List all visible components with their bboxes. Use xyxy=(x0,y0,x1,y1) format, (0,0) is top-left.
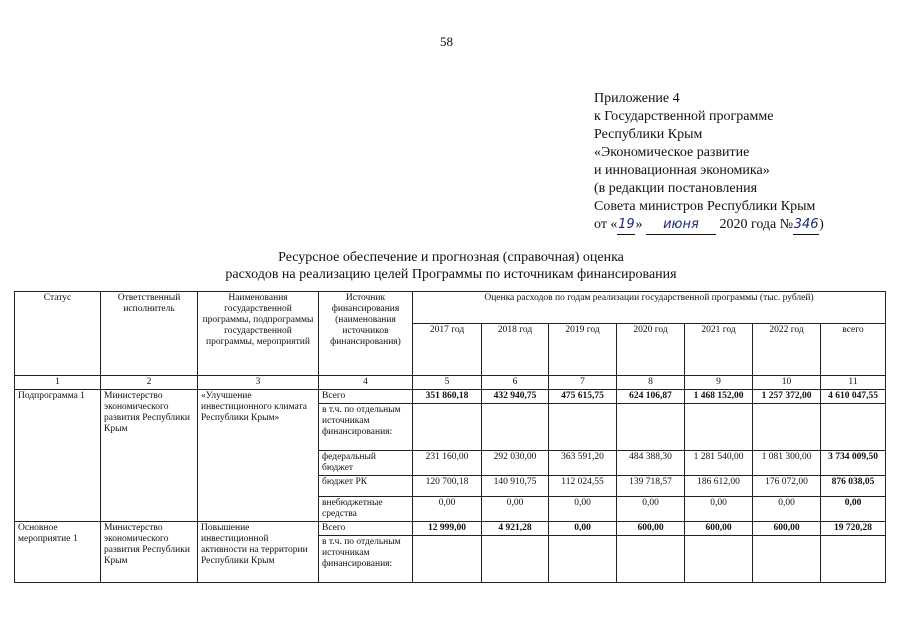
total-cell: 4 610 047,55 xyxy=(821,390,886,404)
status-cell: Основное мероприятие 1 xyxy=(15,522,101,583)
value-cell: 351 860,18 xyxy=(413,390,482,404)
value-cell xyxy=(617,536,685,583)
col-number: 9 xyxy=(685,376,753,390)
col-number: 1 xyxy=(15,376,101,390)
appendix-block xyxy=(594,90,824,235)
total-cell: 3 734 009,50 xyxy=(821,451,886,476)
date-close: ) xyxy=(819,217,824,232)
value-cell xyxy=(482,536,549,583)
page-number: 58 xyxy=(440,34,453,49)
total-cell xyxy=(821,536,886,583)
value-cell: 0,00 xyxy=(413,497,482,522)
value-cell xyxy=(413,404,482,451)
value-cell: 484 388,30 xyxy=(617,451,685,476)
total-cell: 19 720,28 xyxy=(821,522,886,536)
value-cell: 139 718,57 xyxy=(617,476,685,497)
col-number: 11 xyxy=(821,376,886,390)
value-cell: 1 468 152,00 xyxy=(685,390,753,404)
value-cell: 0,00 xyxy=(617,497,685,522)
header-year: 2022 год xyxy=(753,324,821,376)
document-title xyxy=(0,249,902,283)
header-executor: Ответственный исполнитель xyxy=(101,292,198,376)
value-cell: 292 030,00 xyxy=(482,451,549,476)
value-cell xyxy=(413,536,482,583)
value-cell: 475 615,75 xyxy=(549,390,617,404)
date-month: июня xyxy=(646,216,716,235)
executor-cell: Министерство экономического развития Республики Крым xyxy=(101,522,198,583)
appendix-line: Республики Крым xyxy=(594,127,703,142)
date-day: 19 xyxy=(617,216,635,235)
title-line-1: Ресурсное обеспечение и прогнозная (справочная) оценка xyxy=(278,250,624,265)
value-cell: 140 910,75 xyxy=(482,476,549,497)
date-number: 346 xyxy=(793,216,819,235)
value-cell: 600,00 xyxy=(753,522,821,536)
value-cell xyxy=(685,404,753,451)
value-cell: 231 160,00 xyxy=(413,451,482,476)
value-cell: 0,00 xyxy=(753,497,821,522)
header-year: 2018 год xyxy=(482,324,549,376)
appendix-line: и инновационная экономика» xyxy=(594,163,770,178)
header-year: 2021 год xyxy=(685,324,753,376)
appendix-line: Совета министров Республики Крым xyxy=(594,199,816,214)
table-row xyxy=(15,522,886,536)
header-year: 2019 год xyxy=(549,324,617,376)
value-cell: 0,00 xyxy=(685,497,753,522)
value-cell xyxy=(753,536,821,583)
col-number: 8 xyxy=(617,376,685,390)
total-cell: 876 038,05 xyxy=(821,476,886,497)
appendix-line: «Экономическое развитие xyxy=(594,145,750,160)
header-source: Источник финансирования (наименования источников финансирования) xyxy=(319,292,413,376)
source-cell: в т.ч. по отдельным источникам финансирования: xyxy=(319,404,413,451)
source-cell: бюджет РК xyxy=(319,476,413,497)
appendix-line: (в редакции постановления xyxy=(594,181,758,196)
col-number: 10 xyxy=(753,376,821,390)
appendix-line: Приложение 4 xyxy=(594,91,680,106)
total-cell xyxy=(821,404,886,451)
value-cell: 120 700,18 xyxy=(413,476,482,497)
name-cell: «Улучшение инвестиционного климата Республики Крым» xyxy=(198,390,319,522)
title-line-2: расходов на реализацию целей Программы по источникам финансирования xyxy=(225,267,677,282)
value-cell: 4 921,28 xyxy=(482,522,549,536)
value-cell: 0,00 xyxy=(482,497,549,522)
value-cell xyxy=(549,404,617,451)
financing-table xyxy=(14,291,886,583)
total-cell: 0,00 xyxy=(821,497,886,522)
value-cell: 1 281 540,00 xyxy=(685,451,753,476)
value-cell xyxy=(482,404,549,451)
table-row xyxy=(15,390,886,404)
source-cell: Всего xyxy=(319,522,413,536)
source-cell: внебюджетные средства xyxy=(319,497,413,522)
col-number: 4 xyxy=(319,376,413,390)
status-cell: Подпрограмма 1 xyxy=(15,390,101,522)
value-cell: 600,00 xyxy=(617,522,685,536)
source-cell: федеральный бюджет xyxy=(319,451,413,476)
value-cell xyxy=(685,536,753,583)
value-cell: 1 081 300,00 xyxy=(753,451,821,476)
date-mid: » xyxy=(635,217,643,232)
date-year: 2020 года № xyxy=(719,217,794,232)
appendix-line: к Государственной программе xyxy=(594,109,774,124)
name-cell: Повышение инвестиционной активности на территории Республики Крым xyxy=(198,522,319,583)
header-estimate: Оценка расходов по годам реализации государственной программы (тыс. рублей) xyxy=(413,292,886,324)
value-cell: 0,00 xyxy=(549,497,617,522)
value-cell: 176 072,00 xyxy=(753,476,821,497)
executor-cell: Министерство экономического развития Республики Крым xyxy=(101,390,198,522)
value-cell xyxy=(617,404,685,451)
col-number: 3 xyxy=(198,376,319,390)
header-year: 2020 год xyxy=(617,324,685,376)
col-number: 2 xyxy=(101,376,198,390)
header-total: всего xyxy=(821,324,886,376)
value-cell: 12 999,00 xyxy=(413,522,482,536)
appendix-date-line xyxy=(594,216,824,235)
value-cell xyxy=(753,404,821,451)
date-prefix: от « xyxy=(594,217,618,232)
header-status: Статус xyxy=(15,292,101,376)
value-cell: 600,00 xyxy=(685,522,753,536)
col-number: 6 xyxy=(482,376,549,390)
source-cell: в т.ч. по отдельным источникам финансирования: xyxy=(319,536,413,583)
value-cell: 432 940,75 xyxy=(482,390,549,404)
value-cell: 363 591,20 xyxy=(549,451,617,476)
source-cell: Всего xyxy=(319,390,413,404)
value-cell: 1 257 372,00 xyxy=(753,390,821,404)
value-cell: 624 106,87 xyxy=(617,390,685,404)
value-cell: 186 612,00 xyxy=(685,476,753,497)
col-number: 7 xyxy=(549,376,617,390)
value-cell xyxy=(549,536,617,583)
col-number: 5 xyxy=(413,376,482,390)
header-year: 2017 год xyxy=(413,324,482,376)
header-name: Наименования государственной программы, подпрограммы государственной программы, мероприятий xyxy=(198,292,319,376)
value-cell: 112 024,55 xyxy=(549,476,617,497)
value-cell: 0,00 xyxy=(549,522,617,536)
